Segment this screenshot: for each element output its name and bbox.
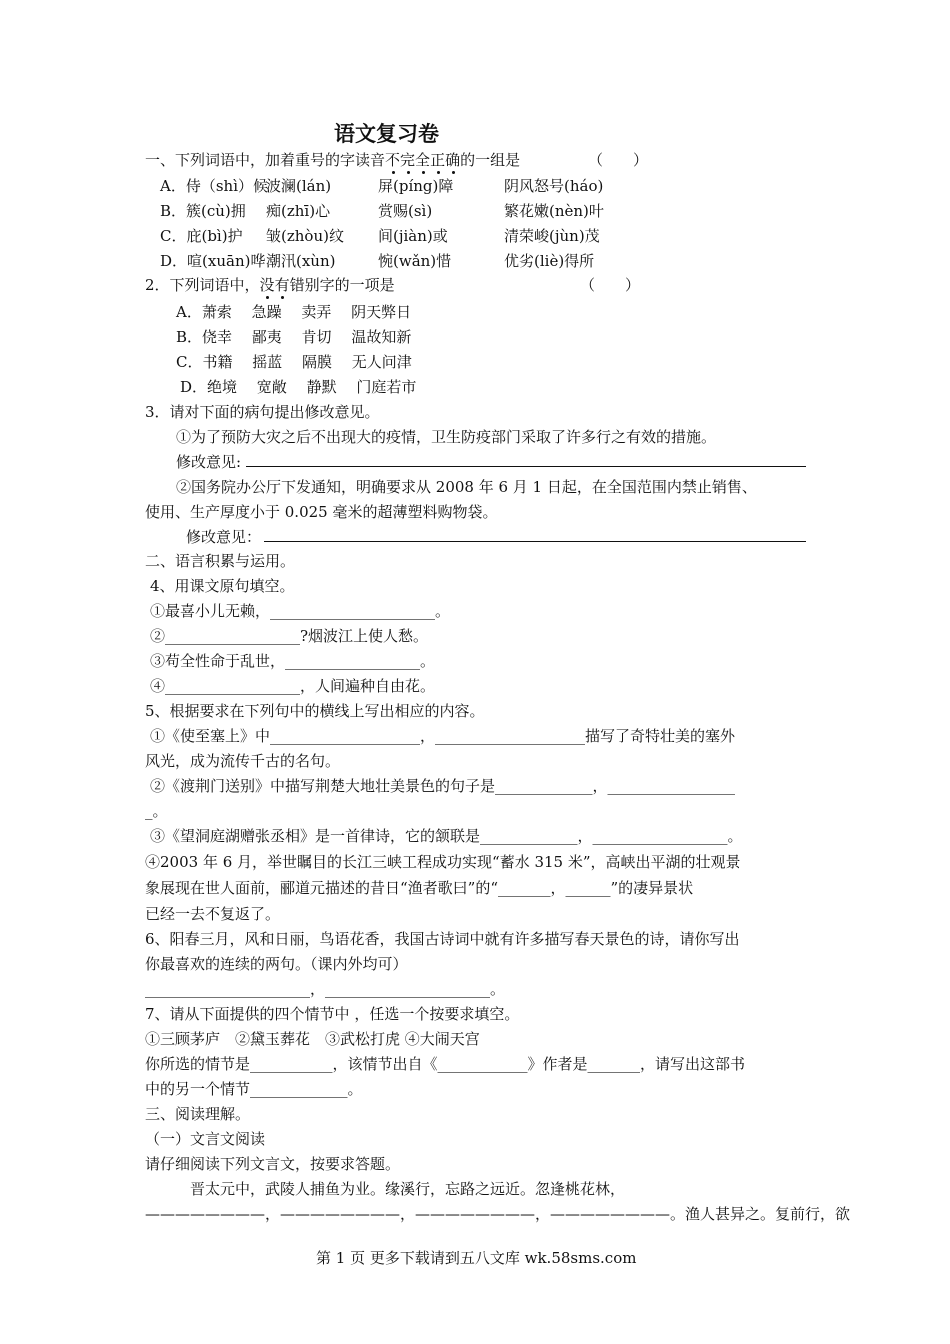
q4-stem: 4、用课文原句填空。 (150, 577, 295, 595)
q5-item-4-line1: ④2003 年 6 月，举世瞩目的长江三峡工程成功实现“蓄水 315 米”，高峡出平湖的壮观景 (145, 853, 741, 871)
q1-option-cell: C．庇(bì)护 (160, 227, 243, 245)
q1-option-cell: 痴(zhī)心 (266, 202, 331, 220)
q6-answer-line[interactable]: ______________________，______________________。 (145, 980, 506, 998)
q5-item-1-line2: 风光，成为流传千古的名句。 (145, 752, 341, 770)
q3-label-2: 修改意见： (186, 528, 262, 546)
q1-option-cell: 波澜(lán) (266, 177, 332, 195)
q7-options: ①三顾茅庐 ②黛玉葬花 ③武松打虎 ④大闹天宫 (145, 1030, 480, 1048)
q1-option-cell: 繁花嫩(nèn)叶 (504, 202, 604, 220)
q1-option-cell: 屏(píng)障 (378, 177, 454, 195)
q4-item-2[interactable]: ②__________________?烟波江上使人愁。 (150, 627, 429, 645)
q6-line1: 6、阳春三月，风和日丽，鸟语花香，我国古诗词中就有许多描写春天景色的诗，请你写出 (145, 930, 740, 948)
q1-option-cell: B．簇(cù)拥 (160, 202, 246, 220)
page-footer: 第 1 页 更多下载请到五八文库 wk.58sms.com (316, 1249, 637, 1267)
section-2-heading: 二、语言积累与运用。 (145, 552, 296, 570)
q1-option-cell: 优劣(liè)得所 (504, 252, 595, 270)
emphasis-char: 确 (445, 151, 461, 169)
passage-line-1: 晋太元中，武陵人捕鱼为业。缘溪行，忘路之远近。忽逢桃花林， (190, 1180, 626, 1198)
q3-sentence-2-line2: 使用、生产厚度小于 0.025 毫米的超薄塑料购物袋。 (145, 503, 498, 521)
q6-line2: 你最喜欢的连续的两句。（课内外均可） (145, 955, 408, 973)
q3-label-1: 修改意见: (176, 453, 242, 471)
emphasis-char: 全 (415, 151, 431, 169)
q2-option-d: D．绝境 宽敞 静默 门庭若市 (180, 378, 417, 396)
q7-line2[interactable]: 中的另一个情节_____________。 (145, 1080, 363, 1098)
q2-stem-post: 错别字的一项是 (289, 276, 395, 294)
q5-item-3[interactable]: ③《望洞庭湖赠张丞相》是一首律诗，它的颔联是_____________，__________________。 (150, 827, 743, 845)
q2-option-a: A．萧索 急躁 卖弄 阴天弊日 (176, 303, 412, 321)
q3-answer-line-2[interactable] (264, 541, 806, 542)
q1-option-cell: 惋(wǎn)惜 (378, 252, 452, 270)
section-3-heading: 三、阅读理解。 (145, 1105, 251, 1123)
q3-sentence-1: ①为了预防大灾之后不出现大的疫情，卫生防疫部门采取了许多行之有效的措施。 (176, 428, 717, 446)
q2-option-c: C．书籍 摇蓝 隔膜 无人问津 (176, 353, 412, 371)
q2-stem-emphasis (260, 276, 290, 294)
passage-line-2[interactable]: ————————，————————，————————，————————。渔人甚异之。复前行，欲 (145, 1205, 851, 1223)
q5-item-2-line1[interactable]: ②《渡荆门送别》中描写荆楚大地壮美景色的句子是_____________，_________________ (150, 777, 736, 795)
emphasis-char: 完 (400, 151, 416, 169)
q1-stem-post: 的一组是 (460, 151, 521, 169)
q1-option-cell: A．侍（shì）候 (160, 177, 268, 195)
q4-item-3[interactable]: ③苟全性命于乱世，__________________。 (150, 652, 436, 670)
q1-option-cell: 赏赐(sì) (378, 202, 433, 220)
q1-option-cell: 阴风怒号(háo) (504, 177, 604, 195)
q1-stem-emphasis (385, 151, 460, 169)
q5-item-2-line2: _。 (145, 802, 168, 820)
q5-item-4-line2[interactable]: 象展现在世人面前，郦道元描述的昔日“渔者歌曰”的“_______，______”的凄异景状 (145, 879, 694, 897)
q1-option-cell: 潮汛(xùn) (266, 252, 336, 270)
emphasis-char: 有 (274, 276, 290, 294)
emphasis-char: 正 (430, 151, 446, 169)
q1-stem (145, 150, 520, 170)
q2-option-b: B．侥幸 鄙夷 肯切 温故知新 (176, 328, 412, 346)
q5-stem: 5、根据要求在下列句中的横线上写出相应的内容。 (145, 702, 485, 720)
q4-item-4[interactable]: ④__________________，人间遍种自由花。 (150, 677, 436, 695)
page-title: 语文复习卷 (334, 122, 439, 146)
q3-answer-line-1[interactable] (246, 466, 806, 467)
q1-option-cell: 间(jiàn)或 (378, 227, 448, 245)
q4-item-1[interactable]: ①最喜小儿无赖，______________________。 (150, 602, 451, 620)
q1-option-cell: 清荣峻(jùn)茂 (504, 227, 600, 245)
q5-item-4-line3: 已经一去不复返了。 (145, 905, 281, 923)
q2-paren: （ ） (580, 276, 641, 294)
q3-stem: 3．请对下面的病句提出修改意见。 (145, 403, 380, 421)
q2-stem (145, 275, 395, 295)
part-1-heading: （一）文言文阅读 (145, 1130, 266, 1148)
q1-stem-pre: 一、下列词语中，加着重号的字读音 (145, 151, 386, 169)
q3-sentence-2-line1: ②国务院办公厅下发通知，明确要求从 2008 年 6 月 1 日起，在全国范围内禁止销售、 (176, 478, 757, 496)
q2-stem-pre: 2．下列词语中， (145, 276, 260, 294)
q1-option-cell: 皱(zhòu)纹 (266, 227, 344, 245)
emphasis-char: 不 (385, 151, 401, 169)
q7-line1[interactable]: 你所选的情节是___________，该情节出自《____________》作者是_______，请写出这部书 (145, 1055, 746, 1073)
q1-paren: （ ） (588, 151, 649, 169)
emphasis-char: 没 (259, 276, 275, 294)
reading-instruction: 请仔细阅读下列文言文，按要求答题。 (145, 1155, 401, 1173)
q5-item-1-line1[interactable]: ①《使至塞上》中____________________，____________________描写了奇特壮美的塞外 (150, 727, 736, 745)
q1-option-cell: D．喧(xuān)哗 (160, 252, 266, 270)
q7-stem: 7、请从下面提供的四个情节中 ，任选一个按要求填空。 (145, 1005, 520, 1023)
